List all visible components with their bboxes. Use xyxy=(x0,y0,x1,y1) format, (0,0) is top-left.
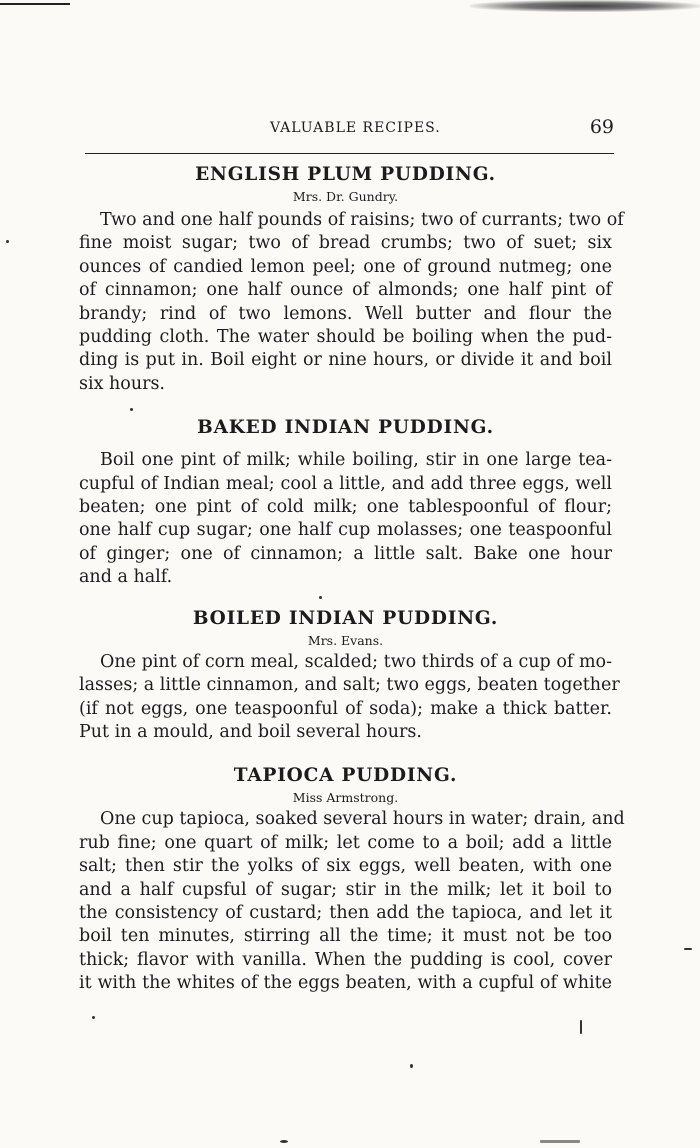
running-header xyxy=(80,108,614,148)
running-title: VALUABLE RECIPES. xyxy=(270,120,441,136)
recipe-title: TAPIOCA PUDDING. xyxy=(233,765,458,787)
text-line: Put in a mould, and boil several hours. xyxy=(79,721,422,742)
text-line: of cinnamon; one half ounce of almonds; one half pint of xyxy=(79,280,612,301)
text-line: and a half cupsful of sugar; stir in the milk; let it boil to xyxy=(79,879,612,900)
text-line: ding is put in. Boil eight or nine hours, or divide it and boil xyxy=(79,350,612,371)
text-line: One cup tapioca, soaked several hours in water; drain, and xyxy=(100,809,625,830)
text-line: boil ten minutes, stirring all the time; it must not be too xyxy=(79,926,612,947)
page-content xyxy=(79,163,625,996)
text-line: fine moist sugar; two of bread crumbs; two of suet; six xyxy=(79,233,612,254)
recipe-title: BOILED INDIAN PUDDING. xyxy=(192,607,499,629)
recipe-body xyxy=(79,808,625,995)
recipe-body xyxy=(79,209,624,396)
recipe-author: Mrs. Evans. xyxy=(307,632,384,648)
recipe-body xyxy=(79,651,620,745)
text-line: (if not eggs, one teaspoonful of soda); make a thick batter. xyxy=(79,698,612,719)
text-line: rub fine; one quart of milk; let come to a boil; add a little xyxy=(79,832,612,853)
scan-speck xyxy=(319,596,322,599)
text-line: pudding cloth. The water should be boiling when the pud- xyxy=(79,327,612,348)
page-edge-mark xyxy=(0,3,70,5)
recipe-author: Miss Armstrong. xyxy=(292,790,399,806)
scan-speck xyxy=(6,240,9,243)
text-line: the consistency of custard; then add the tapioca, and let it xyxy=(79,902,612,923)
page-number: 69 xyxy=(589,116,614,138)
recipe-tapioca-pudding xyxy=(79,764,625,995)
scan-speck xyxy=(280,1140,288,1143)
scan-speck xyxy=(540,1140,580,1143)
text-line: cupful of Indian meal; cool a little, and add three eggs, well xyxy=(79,473,612,494)
text-line: salt; then stir the yolks of six eggs, well beaten, with one xyxy=(79,856,612,877)
text-line: six hours. xyxy=(79,373,165,394)
text-line: ounces of candied lemon peel; one of ground nutmeg; one xyxy=(79,256,612,277)
text-line: Boil one pint of milk; while boiling, stir in one large tea- xyxy=(100,450,612,471)
text-line: thick; flavor with vanilla. When the pudding is cool, cover xyxy=(79,949,612,970)
text-line: beaten; one pint of cold milk; one tablespoonful of flour; xyxy=(79,497,612,518)
scan-speck xyxy=(684,948,692,950)
text-line: brandy; rind of two lemons. Well butter and flour the xyxy=(79,303,612,324)
ink-blot xyxy=(470,0,700,12)
recipe-author: Mrs. Dr. Gundry. xyxy=(292,189,399,204)
recipe-boiled-indian-pudding xyxy=(79,607,620,745)
scan-speck xyxy=(580,1020,582,1034)
text-line: One pint of corn meal, scalded; two thirds of a cup of mo- xyxy=(100,651,612,672)
header-rule xyxy=(85,153,614,154)
text-line: lasses; a little cinnamon, and salt; two eggs, beaten together xyxy=(79,675,620,696)
recipe-title: BAKED INDIAN PUDDING. xyxy=(197,417,494,439)
recipe-baked-indian-pudding xyxy=(79,416,612,589)
scan-speck xyxy=(92,1016,95,1019)
text-line: Two and one half pounds of raisins; two of currants; two of xyxy=(100,210,624,230)
scan-speck xyxy=(410,1064,413,1068)
recipe-english-plum-pudding xyxy=(79,163,624,396)
recipe-title: ENGLISH PLUM PUDDING. xyxy=(195,164,496,185)
recipe-body xyxy=(79,449,612,589)
text-line: and a half. xyxy=(79,567,173,588)
scan-speck xyxy=(130,408,133,411)
text-line: it with the whites of the eggs beaten, with a cupful of white xyxy=(79,973,612,994)
text-line: of ginger; one of cinnamon; a little salt. Bake one hour xyxy=(79,543,612,564)
text-line: one half cup sugar; one half cup molasses; one teaspoonful xyxy=(79,520,612,541)
